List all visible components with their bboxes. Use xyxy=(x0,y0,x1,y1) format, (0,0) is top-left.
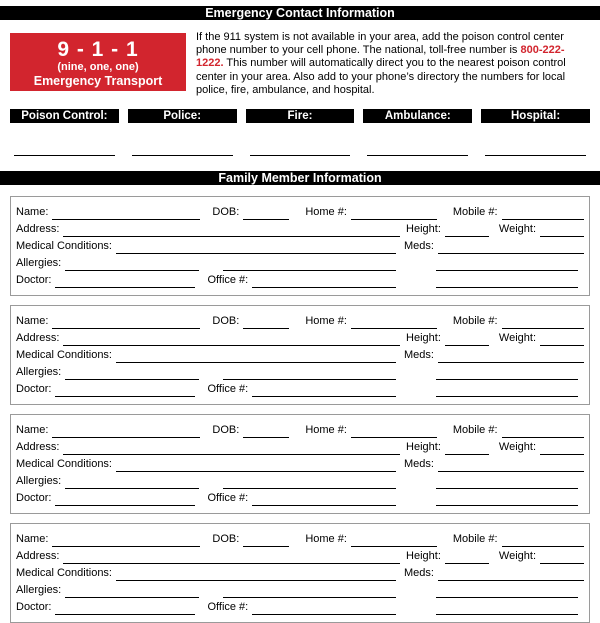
name-label: Name: xyxy=(16,533,49,546)
allergies-group xyxy=(16,256,404,271)
member-row-medical xyxy=(16,237,584,254)
height-label: Height: xyxy=(406,332,441,345)
address-field-line[interactable] xyxy=(63,334,400,346)
poison-control-blank-field[interactable] xyxy=(14,155,115,156)
medical-conditions-label: Medical Conditions: xyxy=(16,567,112,580)
member-row-doctor xyxy=(16,380,584,397)
contact-col-fire xyxy=(246,109,355,156)
family-member-card xyxy=(10,196,590,296)
family-member-card xyxy=(10,414,590,514)
call-911-system-label: Emergency Transport System xyxy=(33,74,163,103)
allergies-group xyxy=(16,583,404,598)
meds-group xyxy=(404,348,584,363)
office-phone-field-line[interactable] xyxy=(252,276,396,288)
allergies-continuation-line[interactable] xyxy=(223,368,396,380)
doctor-group xyxy=(16,491,404,506)
contact-col-hospital xyxy=(481,109,590,156)
home-phone-field-line[interactable] xyxy=(351,426,437,438)
medical-conditions-field-line[interactable] xyxy=(116,242,396,254)
office-phone-field-line[interactable] xyxy=(252,494,396,506)
home-phone-field-line[interactable] xyxy=(351,208,437,220)
allergies-continuation-line[interactable] xyxy=(223,477,396,489)
doctor-field-line[interactable] xyxy=(55,603,195,615)
meds-continuation-line-1[interactable] xyxy=(436,368,578,380)
member-row-allergies xyxy=(16,363,584,380)
family-member-card xyxy=(10,305,590,405)
allergies-field-line[interactable] xyxy=(65,368,199,380)
medical-conditions-group xyxy=(16,457,404,472)
intro-section xyxy=(10,31,592,103)
poison-control-instructions xyxy=(196,31,592,97)
allergies-field-line[interactable] xyxy=(65,259,199,271)
hospital-blank-field[interactable] xyxy=(485,155,586,156)
dob-label: DOB: xyxy=(212,315,240,328)
meds-continuation-group-2 xyxy=(404,494,584,506)
weight-label: Weight: xyxy=(498,441,536,454)
medical-conditions-label: Medical Conditions: xyxy=(16,240,112,253)
doctor-label: Doctor: xyxy=(16,274,52,287)
home-phone-label: Home #: xyxy=(305,206,347,219)
allergies-field-line[interactable] xyxy=(65,477,199,489)
allergies-continuation-line[interactable] xyxy=(223,586,396,598)
home-phone-field-line[interactable] xyxy=(351,317,437,329)
office-phone-field-line[interactable] xyxy=(252,603,396,615)
medical-conditions-group xyxy=(16,566,404,581)
office-phone-field-line[interactable] xyxy=(252,385,396,397)
address-label: Address: xyxy=(16,441,60,454)
emergency-contacts-row xyxy=(10,109,590,156)
address-field-line[interactable] xyxy=(63,225,400,237)
office-phone-label: Office #: xyxy=(207,492,249,505)
meds-group xyxy=(404,239,584,254)
dob-field-line[interactable] xyxy=(243,317,289,329)
mobile-phone-field-line[interactable] xyxy=(502,426,584,438)
medical-conditions-field-line[interactable] xyxy=(116,460,396,472)
fire-blank-field[interactable] xyxy=(250,155,351,156)
weight-field-line[interactable] xyxy=(540,443,584,455)
meds-continuation-group-1 xyxy=(404,368,584,380)
height-field-line[interactable] xyxy=(445,225,489,237)
meds-continuation-group-1 xyxy=(404,477,584,489)
meds-label: Meds: xyxy=(404,349,434,362)
allergies-group xyxy=(16,365,404,380)
name-label: Name: xyxy=(16,315,49,328)
mobile-phone-label: Mobile #: xyxy=(452,533,498,546)
contact-col-ambulance xyxy=(363,109,472,156)
section-header-emergency-contact: Emergency Contact Information xyxy=(0,6,600,20)
name-field-line[interactable] xyxy=(52,535,200,547)
call-911-box xyxy=(10,33,186,103)
mobile-phone-label: Mobile #: xyxy=(452,424,498,437)
meds-continuation-line-1[interactable] xyxy=(436,477,578,489)
mobile-phone-label: Mobile #: xyxy=(452,315,498,328)
meds-continuation-line-2[interactable] xyxy=(436,276,578,288)
poison-control-phone-number: 800-222-1222. xyxy=(196,44,565,70)
ambulance-blank-field[interactable] xyxy=(367,155,468,156)
name-label: Name: xyxy=(16,206,49,219)
name-field-line[interactable] xyxy=(52,426,200,438)
meds-continuation-line-2[interactable] xyxy=(436,603,578,615)
meds-field-line[interactable] xyxy=(438,569,584,581)
allergies-field-line[interactable] xyxy=(65,586,199,598)
weight-field-line[interactable] xyxy=(540,225,584,237)
height-field-line[interactable] xyxy=(445,443,489,455)
home-phone-label: Home #: xyxy=(305,424,347,437)
doctor-group xyxy=(16,382,404,397)
office-phone-label: Office #: xyxy=(207,383,249,396)
allergies-label: Allergies: xyxy=(16,475,62,488)
call-911-words: (nine, one, one) xyxy=(57,61,139,73)
doctor-group xyxy=(16,600,404,615)
weight-label: Weight: xyxy=(498,223,536,236)
allergies-label: Allergies: xyxy=(16,366,62,379)
height-label: Height: xyxy=(406,550,441,563)
member-row-address xyxy=(16,547,584,564)
meds-continuation-group-2 xyxy=(404,276,584,288)
contact-label-ambulance: Ambulance: xyxy=(363,109,472,123)
instructions-text-after: This number will automatically direct you to the nearest poison control center in your area. Also add to your phone’s directory the numbers for local police, fire, ambulance, and hospital. xyxy=(196,57,566,96)
call-911-number: 9 - 1 - 1 xyxy=(57,38,139,61)
member-row-name xyxy=(16,312,584,329)
medical-conditions-label: Medical Conditions: xyxy=(16,349,112,362)
height-field-line[interactable] xyxy=(445,552,489,564)
member-row-address xyxy=(16,220,584,237)
member-row-name xyxy=(16,530,584,547)
meds-continuation-line-1[interactable] xyxy=(436,259,578,271)
address-field-line[interactable] xyxy=(63,443,400,455)
member-row-allergies xyxy=(16,472,584,489)
meds-field-line[interactable] xyxy=(438,460,584,472)
height-field-line[interactable] xyxy=(445,334,489,346)
medical-conditions-group xyxy=(16,239,404,254)
address-label: Address: xyxy=(16,223,60,236)
member-row-allergies xyxy=(16,581,584,598)
weight-label: Weight: xyxy=(498,332,536,345)
meds-label: Meds: xyxy=(404,240,434,253)
allergies-continuation-line[interactable] xyxy=(223,259,396,271)
dob-field-line[interactable] xyxy=(243,426,289,438)
meds-continuation-line-2[interactable] xyxy=(436,385,578,397)
medical-conditions-group xyxy=(16,348,404,363)
name-field-line[interactable] xyxy=(52,208,200,220)
dob-field-line[interactable] xyxy=(243,208,289,220)
allergies-group xyxy=(16,474,404,489)
doctor-label: Doctor: xyxy=(16,601,52,614)
member-row-allergies xyxy=(16,254,584,271)
name-field-line[interactable] xyxy=(52,317,200,329)
family-member-card xyxy=(10,523,590,623)
dob-label: DOB: xyxy=(212,533,240,546)
doctor-label: Doctor: xyxy=(16,492,52,505)
dob-label: DOB: xyxy=(212,424,240,437)
doctor-field-line[interactable] xyxy=(55,494,195,506)
member-row-name xyxy=(16,421,584,438)
dob-label: DOB: xyxy=(212,206,240,219)
meds-continuation-group-1 xyxy=(404,586,584,598)
meds-field-line[interactable] xyxy=(438,242,584,254)
home-phone-label: Home #: xyxy=(305,315,347,328)
height-label: Height: xyxy=(406,223,441,236)
height-label: Height: xyxy=(406,441,441,454)
mobile-phone-field-line[interactable] xyxy=(502,535,584,547)
emergency-contacts-section xyxy=(0,109,600,171)
address-field-line[interactable] xyxy=(63,552,400,564)
weight-field-line[interactable] xyxy=(540,552,584,564)
mobile-phone-label: Mobile #: xyxy=(452,206,498,219)
member-row-name xyxy=(16,203,584,220)
medical-conditions-field-line[interactable] xyxy=(116,569,396,581)
address-label: Address: xyxy=(16,550,60,563)
meds-continuation-line-2[interactable] xyxy=(436,494,578,506)
member-row-medical xyxy=(16,455,584,472)
member-row-doctor xyxy=(16,598,584,615)
section-header-family-member: Family Member Information xyxy=(0,171,600,185)
doctor-field-line[interactable] xyxy=(55,385,195,397)
dob-field-line[interactable] xyxy=(243,535,289,547)
allergies-label: Allergies: xyxy=(16,584,62,597)
doctor-group xyxy=(16,273,404,288)
contact-label-poison-control: Poison Control: xyxy=(10,109,119,123)
family-members xyxy=(10,196,590,623)
meds-continuation-group-2 xyxy=(404,385,584,397)
doctor-field-line[interactable] xyxy=(55,276,195,288)
weight-label: Weight: xyxy=(498,550,536,563)
meds-label: Meds: xyxy=(404,458,434,471)
mobile-phone-field-line[interactable] xyxy=(502,208,584,220)
meds-continuation-group-2 xyxy=(404,603,584,615)
medical-conditions-field-line[interactable] xyxy=(116,351,396,363)
office-phone-label: Office #: xyxy=(207,274,249,287)
meds-label: Meds: xyxy=(404,567,434,580)
medical-conditions-label: Medical Conditions: xyxy=(16,458,112,471)
member-row-medical xyxy=(16,564,584,581)
meds-group xyxy=(404,566,584,581)
contact-label-hospital: Hospital: xyxy=(481,109,590,123)
meds-group xyxy=(404,457,584,472)
member-row-doctor xyxy=(16,489,584,506)
office-phone-label: Office #: xyxy=(207,601,249,614)
meds-continuation-group-1 xyxy=(404,259,584,271)
address-label: Address: xyxy=(16,332,60,345)
weight-field-line[interactable] xyxy=(540,334,584,346)
contact-label-fire: Fire: xyxy=(246,109,355,123)
police-blank-field[interactable] xyxy=(132,155,233,156)
name-label: Name: xyxy=(16,424,49,437)
instructions-text-before: If the 911 system is not available in your area, add the poison control center phone number to your cell phone. The national, toll-free number is xyxy=(196,31,564,57)
member-row-doctor xyxy=(16,271,584,288)
member-row-medical xyxy=(16,346,584,363)
allergies-label: Allergies: xyxy=(16,257,62,270)
contact-col-poison-control xyxy=(10,109,119,156)
contact-col-police xyxy=(128,109,237,156)
home-phone-field-line[interactable] xyxy=(351,535,437,547)
contact-label-police: Police: xyxy=(128,109,237,123)
member-row-address xyxy=(16,438,584,455)
mobile-phone-field-line[interactable] xyxy=(502,317,584,329)
home-phone-label: Home #: xyxy=(305,533,347,546)
member-row-address xyxy=(16,329,584,346)
doctor-label: Doctor: xyxy=(16,383,52,396)
meds-field-line[interactable] xyxy=(438,351,584,363)
meds-continuation-line-1[interactable] xyxy=(436,586,578,598)
